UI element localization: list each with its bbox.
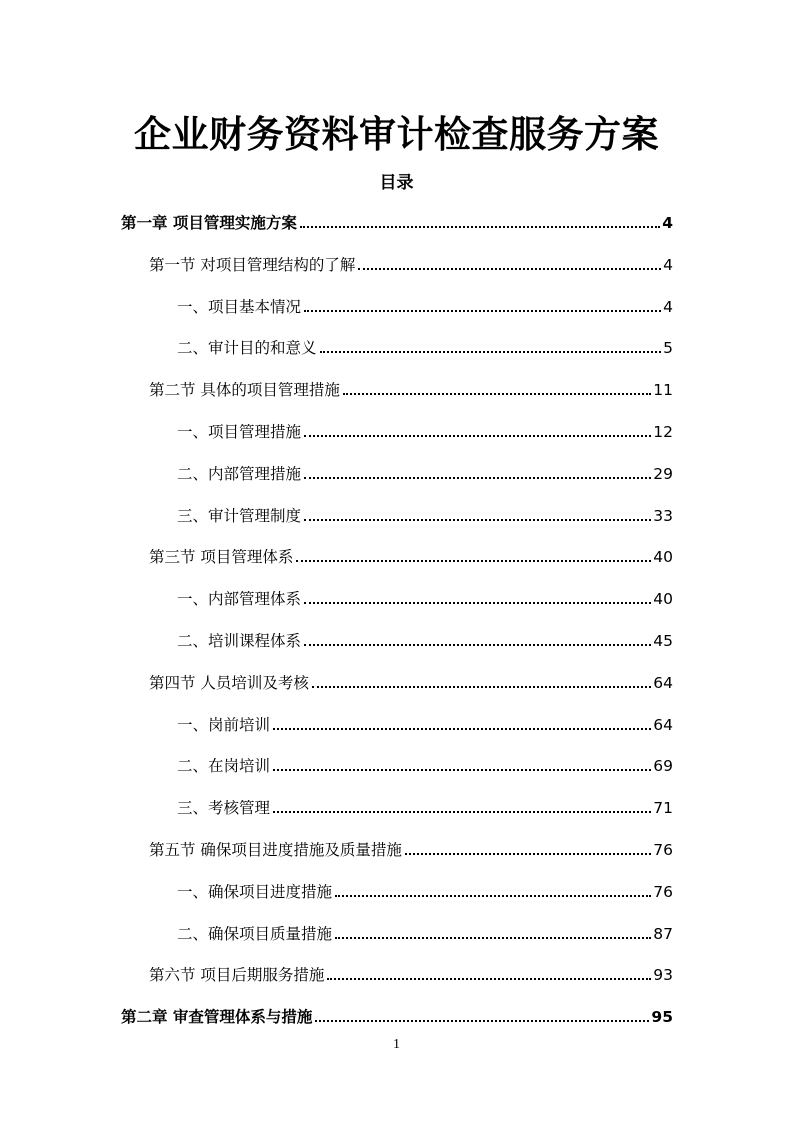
page-number: 1 <box>393 1037 400 1052</box>
toc-entry-label: 第三节 项目管理体系 <box>149 548 294 567</box>
toc-dot-leader <box>304 518 651 521</box>
toc-entry-page: 76 <box>653 841 673 859</box>
toc-entry-page: 76 <box>653 882 673 901</box>
toc-entry[interactable] <box>177 588 673 610</box>
toc-entry-page: 4 <box>663 255 673 274</box>
toc-entry-page: 29 <box>653 464 673 483</box>
toc-entry[interactable] <box>177 797 673 819</box>
toc-entry-label: 第五节 确保项目进度措施及质量措施 <box>149 841 402 859</box>
toc-entry[interactable] <box>177 463 673 485</box>
toc-entry-page: 45 <box>653 632 673 650</box>
toc-entry-label: 第二节 具体的项目管理措施 <box>149 381 340 400</box>
toc-entry[interactable] <box>177 505 673 527</box>
toc-dot-leader <box>273 768 651 771</box>
toc-entry-label: 一、项目管理措施 <box>177 423 302 441</box>
toc-entry-label: 第一章 项目管理实施方案 <box>121 214 297 232</box>
toc-entry-label: 第一节 对项目管理结构的了解 <box>149 255 356 274</box>
toc-entry-label: 三、考核管理 <box>177 799 271 818</box>
toc-entry-page: 4 <box>662 214 673 232</box>
toc-entry-page: 69 <box>653 757 673 776</box>
toc-entry-label: 二、审计目的和意义 <box>177 339 317 358</box>
toc-entry[interactable] <box>149 379 673 401</box>
toc-dot-leader <box>335 894 651 897</box>
toc-dot-leader <box>315 1019 649 1022</box>
toc-dot-leader <box>273 727 651 730</box>
toc-dot-leader <box>405 852 651 855</box>
toc-entry-label: 第二章 审查管理体系与措施 <box>121 1008 313 1027</box>
toc-entry-label: 一、岗前培训 <box>177 715 271 734</box>
toc-entry-page: 5 <box>663 339 673 358</box>
toc-entry[interactable] <box>177 337 673 359</box>
toc-dot-leader <box>304 643 651 646</box>
toc-entry[interactable] <box>177 296 673 318</box>
toc-dot-leader <box>300 225 660 228</box>
toc-entry-label: 第六节 项目后期服务措施 <box>149 966 325 985</box>
document-title: 企业财务资料审计检查服务方案 <box>134 113 659 156</box>
toc-entry-page: 95 <box>651 1008 673 1027</box>
toc-dot-leader <box>320 350 662 353</box>
toc-entry[interactable] <box>121 212 673 234</box>
toc-entry[interactable] <box>177 630 673 652</box>
toc-entry-label: 第四节 人员培训及考核 <box>149 673 309 692</box>
toc-dot-leader <box>335 936 651 939</box>
toc-entry[interactable] <box>177 755 673 777</box>
toc-entry-label: 三、审计管理制度 <box>177 506 302 525</box>
toc-dot-leader <box>304 601 651 604</box>
toc-entry-page: 93 <box>653 966 673 985</box>
toc-entry-page: 4 <box>663 297 673 316</box>
toc-entry-page: 33 <box>653 506 673 525</box>
toc-entry-page: 87 <box>653 924 673 943</box>
toc-dot-leader <box>343 392 651 395</box>
toc-entry[interactable] <box>149 839 673 861</box>
toc-dot-leader <box>327 977 651 980</box>
toc-entry[interactable] <box>177 881 673 903</box>
toc-dot-leader <box>304 309 661 312</box>
toc-dot-leader <box>358 267 661 270</box>
toc-entry[interactable] <box>149 546 673 568</box>
toc-entry[interactable] <box>149 672 673 694</box>
toc-entry-label: 一、内部管理体系 <box>177 590 302 609</box>
toc-entry-label: 二、在岗培训 <box>177 757 271 776</box>
toc-entry-page: 40 <box>653 590 673 609</box>
toc-entry-page: 11 <box>653 381 673 400</box>
toc-entry[interactable] <box>177 421 673 443</box>
toc-dot-leader <box>312 685 651 688</box>
toc-entry-page: 64 <box>653 715 673 734</box>
toc-entry[interactable] <box>149 964 673 986</box>
toc-dot-leader <box>304 476 651 479</box>
toc-dot-leader <box>304 434 651 437</box>
toc-entry-label: 二、培训课程体系 <box>177 632 302 650</box>
toc-entry-label: 二、确保项目质量措施 <box>177 924 333 943</box>
toc-entry-label: 一、确保项目进度措施 <box>177 882 333 901</box>
toc-entry-page: 71 <box>653 799 673 818</box>
toc-entry-page: 12 <box>653 423 673 441</box>
toc-entry[interactable] <box>177 923 673 945</box>
toc-dot-leader <box>296 559 651 562</box>
toc-entry-label: 一、项目基本情况 <box>177 297 302 316</box>
toc-entry-label: 二、内部管理措施 <box>177 464 302 483</box>
toc-entry-page: 40 <box>653 548 673 567</box>
toc-entry-page: 64 <box>653 673 673 692</box>
toc-entry[interactable] <box>149 254 673 276</box>
toc-heading: 目录 <box>379 173 414 193</box>
toc-dot-leader <box>273 810 651 813</box>
toc-entry[interactable] <box>121 1006 673 1028</box>
toc-entry[interactable] <box>177 714 673 736</box>
